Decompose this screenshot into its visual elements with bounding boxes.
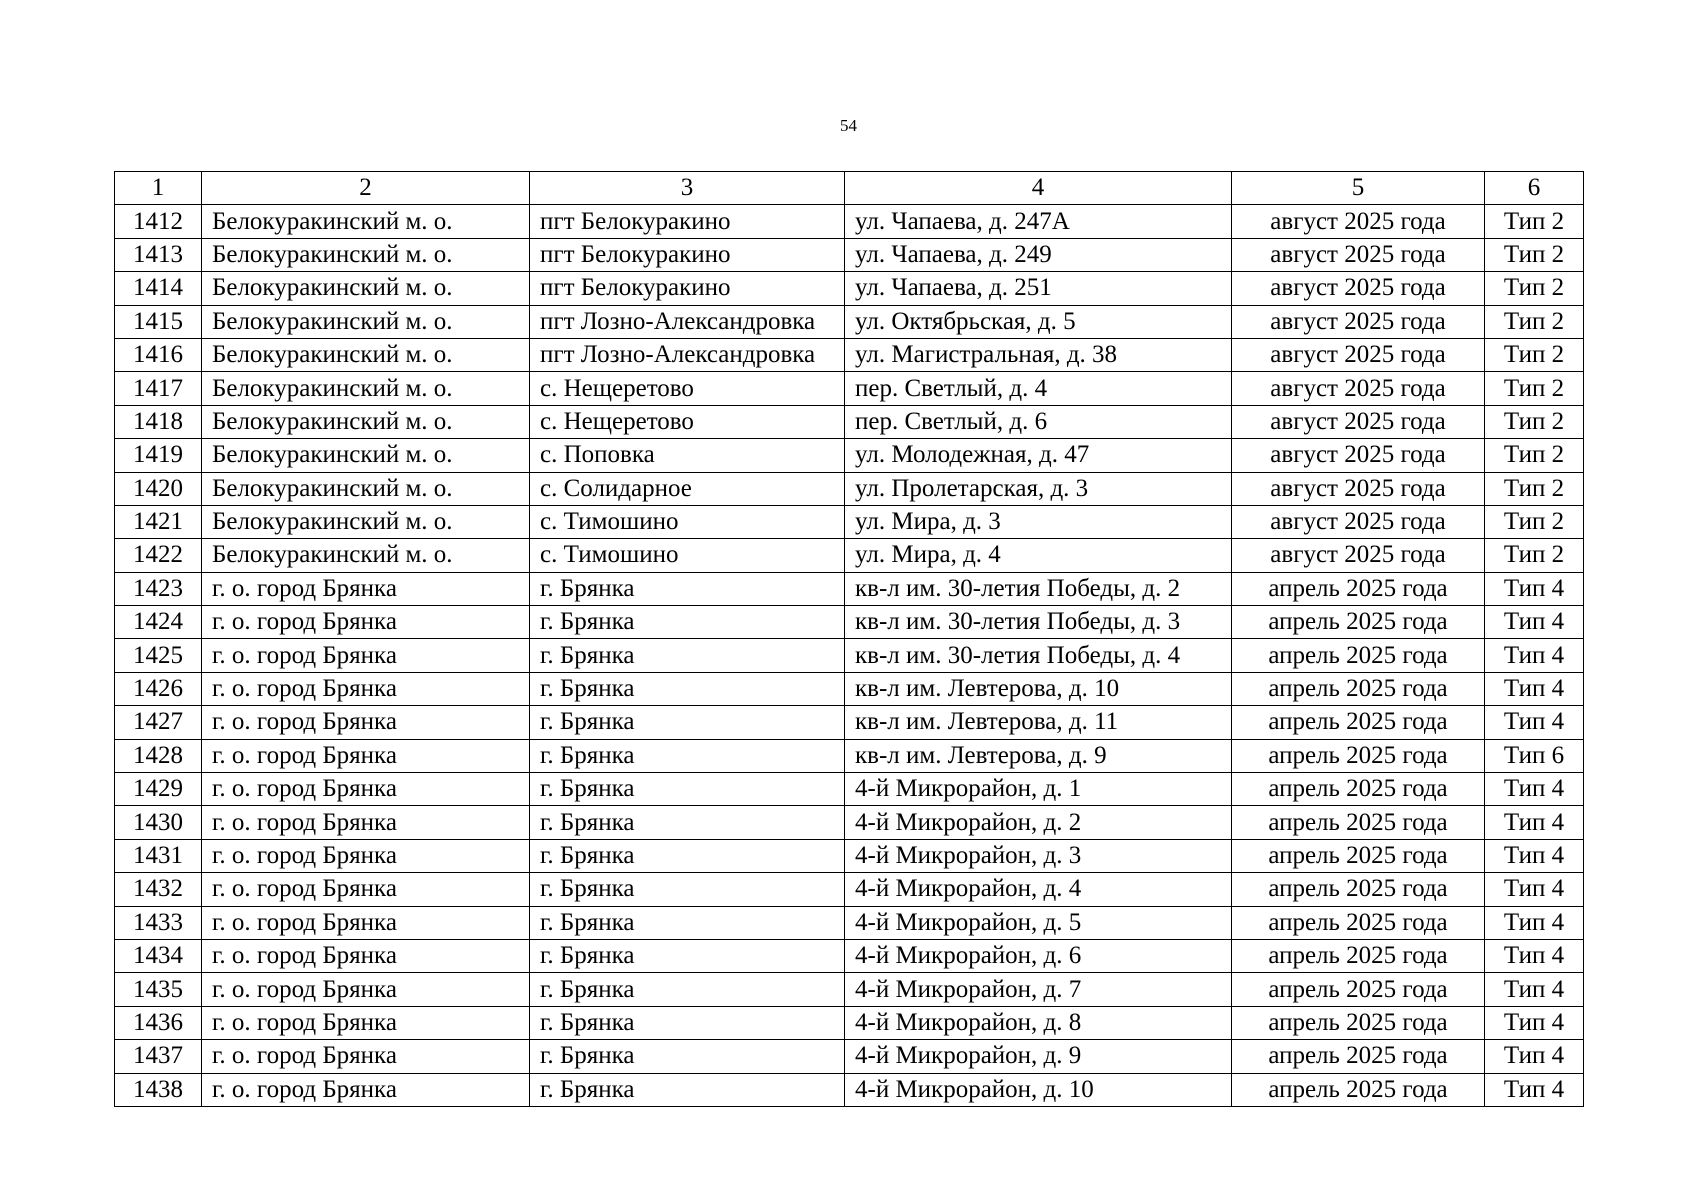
table-row <box>115 739 1584 772</box>
address-cell: 4-й Микрорайон, д. 6 <box>845 939 1232 972</box>
municipality-cell: Белокуракинский м. о. <box>202 305 530 338</box>
address-cell: кв-л им. 30-летия Победы, д. 2 <box>845 572 1232 605</box>
type-cell: Тип 4 <box>1485 639 1584 672</box>
settlement-cell: пгт Белокуракино <box>530 238 845 271</box>
deadline-cell: август 2025 года <box>1232 505 1485 538</box>
municipality-cell: г. о. город Брянка <box>202 572 530 605</box>
row-number: 1436 <box>115 1006 202 1039</box>
table-row <box>115 773 1584 806</box>
row-number: 1426 <box>115 672 202 705</box>
deadline-cell: апрель 2025 года <box>1232 1006 1485 1039</box>
settlement-cell: пгт Белокуракино <box>530 205 845 238</box>
row-number: 1418 <box>115 405 202 438</box>
address-cell: 4-й Микрорайон, д. 4 <box>845 873 1232 906</box>
deadline-cell: апрель 2025 года <box>1232 672 1485 705</box>
deadline-cell: апрель 2025 года <box>1232 839 1485 872</box>
address-cell: ул. Магистральная, д. 38 <box>845 338 1232 371</box>
municipality-cell: г. о. город Брянка <box>202 939 530 972</box>
row-number: 1432 <box>115 873 202 906</box>
row-number: 1435 <box>115 973 202 1006</box>
settlement-cell: с. Тимошино <box>530 539 845 572</box>
municipality-cell: г. о. город Брянка <box>202 773 530 806</box>
type-cell: Тип 4 <box>1485 973 1584 1006</box>
municipality-cell: г. о. город Брянка <box>202 1040 530 1073</box>
deadline-cell: август 2025 года <box>1232 372 1485 405</box>
type-cell: Тип 4 <box>1485 706 1584 739</box>
deadline-cell: апрель 2025 года <box>1232 939 1485 972</box>
municipality-cell: г. о. город Брянка <box>202 839 530 872</box>
settlement-cell: г. Брянка <box>530 839 845 872</box>
deadline-cell: апрель 2025 года <box>1232 639 1485 672</box>
address-cell: ул. Чапаева, д. 251 <box>845 272 1232 305</box>
table-row <box>115 606 1584 639</box>
settlement-cell: г. Брянка <box>530 1073 845 1106</box>
settlement-cell: г. Брянка <box>530 572 845 605</box>
address-cell: кв-л им. 30-летия Победы, д. 4 <box>845 639 1232 672</box>
address-cell: кв-л им. 30-летия Победы, д. 3 <box>845 606 1232 639</box>
settlement-cell: с. Нещеретово <box>530 372 845 405</box>
table-row <box>115 405 1584 438</box>
row-number: 1434 <box>115 939 202 972</box>
address-cell: кв-л им. Левтерова, д. 11 <box>845 706 1232 739</box>
table-row <box>115 906 1584 939</box>
table-row <box>115 1073 1584 1106</box>
row-number: 1428 <box>115 739 202 772</box>
deadline-cell: апрель 2025 года <box>1232 572 1485 605</box>
settlement-cell: г. Брянка <box>530 672 845 705</box>
table-row <box>115 639 1584 672</box>
type-cell: Тип 2 <box>1485 472 1584 505</box>
deadline-cell: август 2025 года <box>1232 405 1485 438</box>
address-cell: 4-й Микрорайон, д. 10 <box>845 1073 1232 1106</box>
municipality-cell: г. о. город Брянка <box>202 706 530 739</box>
column-header: 1 <box>115 172 202 205</box>
deadline-cell: август 2025 года <box>1232 205 1485 238</box>
settlement-cell: г. Брянка <box>530 973 845 1006</box>
settlement-cell: г. Брянка <box>530 806 845 839</box>
deadline-cell: август 2025 года <box>1232 539 1485 572</box>
deadline-cell: август 2025 года <box>1232 338 1485 371</box>
table-row <box>115 873 1584 906</box>
register-table <box>114 171 1584 1107</box>
row-number: 1419 <box>115 439 202 472</box>
deadline-cell: август 2025 года <box>1232 238 1485 271</box>
settlement-cell: г. Брянка <box>530 639 845 672</box>
address-cell: 4-й Микрорайон, д. 1 <box>845 773 1232 806</box>
type-cell: Тип 4 <box>1485 606 1584 639</box>
settlement-cell: г. Брянка <box>530 773 845 806</box>
address-cell: ул. Октябрьская, д. 5 <box>845 305 1232 338</box>
table-row <box>115 238 1584 271</box>
type-cell: Тип 4 <box>1485 806 1584 839</box>
table-header <box>115 172 1584 205</box>
column-header: 3 <box>530 172 845 205</box>
row-number: 1413 <box>115 238 202 271</box>
deadline-cell: апрель 2025 года <box>1232 973 1485 1006</box>
table-row <box>115 272 1584 305</box>
row-number: 1420 <box>115 472 202 505</box>
row-number: 1423 <box>115 572 202 605</box>
municipality-cell: Белокуракинский м. о. <box>202 272 530 305</box>
municipality-cell: г. о. город Брянка <box>202 806 530 839</box>
settlement-cell: г. Брянка <box>530 739 845 772</box>
table-row <box>115 205 1584 238</box>
municipality-cell: Белокуракинский м. о. <box>202 439 530 472</box>
municipality-cell: г. о. город Брянка <box>202 906 530 939</box>
municipality-cell: г. о. город Брянка <box>202 973 530 1006</box>
type-cell: Тип 2 <box>1485 539 1584 572</box>
row-number: 1422 <box>115 539 202 572</box>
type-cell: Тип 4 <box>1485 1040 1584 1073</box>
row-number: 1424 <box>115 606 202 639</box>
table-row <box>115 1040 1584 1073</box>
row-number: 1412 <box>115 205 202 238</box>
table-row <box>115 572 1584 605</box>
row-number: 1433 <box>115 906 202 939</box>
table-row <box>115 505 1584 538</box>
deadline-cell: август 2025 года <box>1232 305 1485 338</box>
table-row <box>115 305 1584 338</box>
municipality-cell: Белокуракинский м. о. <box>202 338 530 371</box>
address-cell: ул. Мира, д. 3 <box>845 505 1232 538</box>
municipality-cell: Белокуракинский м. о. <box>202 372 530 405</box>
row-number: 1421 <box>115 505 202 538</box>
address-cell: 4-й Микрорайон, д. 7 <box>845 973 1232 1006</box>
deadline-cell: апрель 2025 года <box>1232 873 1485 906</box>
type-cell: Тип 4 <box>1485 906 1584 939</box>
deadline-cell: август 2025 года <box>1232 472 1485 505</box>
type-cell: Тип 4 <box>1485 873 1584 906</box>
row-number: 1431 <box>115 839 202 872</box>
settlement-cell: пгт Лозно-Александровка <box>530 338 845 371</box>
deadline-cell: апрель 2025 года <box>1232 606 1485 639</box>
address-cell: ул. Чапаева, д. 247А <box>845 205 1232 238</box>
column-header: 4 <box>845 172 1232 205</box>
type-cell: Тип 6 <box>1485 739 1584 772</box>
municipality-cell: г. о. город Брянка <box>202 606 530 639</box>
settlement-cell: пгт Лозно-Александровка <box>530 305 845 338</box>
address-cell: ул. Пролетарская, д. 3 <box>845 472 1232 505</box>
type-cell: Тип 4 <box>1485 773 1584 806</box>
row-number: 1427 <box>115 706 202 739</box>
type-cell: Тип 2 <box>1485 439 1584 472</box>
type-cell: Тип 2 <box>1485 338 1584 371</box>
type-cell: Тип 4 <box>1485 839 1584 872</box>
deadline-cell: апрель 2025 года <box>1232 1073 1485 1106</box>
table-row <box>115 939 1584 972</box>
settlement-cell: г. Брянка <box>530 1006 845 1039</box>
type-cell: Тип 4 <box>1485 939 1584 972</box>
settlement-cell: г. Брянка <box>530 939 845 972</box>
address-cell: ул. Мира, д. 4 <box>845 539 1232 572</box>
table-row <box>115 472 1584 505</box>
address-cell: 4-й Микрорайон, д. 3 <box>845 839 1232 872</box>
municipality-cell: г. о. город Брянка <box>202 639 530 672</box>
column-header: 2 <box>202 172 530 205</box>
type-cell: Тип 2 <box>1485 272 1584 305</box>
deadline-cell: август 2025 года <box>1232 272 1485 305</box>
table-row <box>115 806 1584 839</box>
header-row <box>115 172 1584 205</box>
type-cell: Тип 2 <box>1485 305 1584 338</box>
address-cell: 4-й Микрорайон, д. 8 <box>845 1006 1232 1039</box>
municipality-cell: Белокуракинский м. о. <box>202 472 530 505</box>
row-number: 1416 <box>115 338 202 371</box>
type-cell: Тип 2 <box>1485 205 1584 238</box>
address-cell: ул. Молодежная, д. 47 <box>845 439 1232 472</box>
address-cell: 4-й Микрорайон, д. 2 <box>845 806 1232 839</box>
page-number: 54 <box>840 116 857 135</box>
municipality-cell: г. о. город Брянка <box>202 873 530 906</box>
table-row <box>115 973 1584 1006</box>
settlement-cell: г. Брянка <box>530 606 845 639</box>
table-row <box>115 839 1584 872</box>
column-header: 6 <box>1485 172 1584 205</box>
address-cell: пер. Светлый, д. 4 <box>845 372 1232 405</box>
row-number: 1415 <box>115 305 202 338</box>
type-cell: Тип 2 <box>1485 405 1584 438</box>
settlement-cell: с. Солидарное <box>530 472 845 505</box>
row-number: 1425 <box>115 639 202 672</box>
deadline-cell: апрель 2025 года <box>1232 739 1485 772</box>
municipality-cell: Белокуракинский м. о. <box>202 539 530 572</box>
row-number: 1429 <box>115 773 202 806</box>
deadline-cell: апрель 2025 года <box>1232 906 1485 939</box>
settlement-cell: г. Брянка <box>530 873 845 906</box>
type-cell: Тип 2 <box>1485 372 1584 405</box>
settlement-cell: с. Нещеретово <box>530 405 845 438</box>
deadline-cell: апрель 2025 года <box>1232 773 1485 806</box>
column-header: 5 <box>1232 172 1485 205</box>
table-row <box>115 372 1584 405</box>
address-cell: ул. Чапаева, д. 249 <box>845 238 1232 271</box>
municipality-cell: Белокуракинский м. о. <box>202 205 530 238</box>
municipality-cell: Белокуракинский м. о. <box>202 405 530 438</box>
table-body <box>115 205 1584 1107</box>
row-number: 1430 <box>115 806 202 839</box>
municipality-cell: г. о. город Брянка <box>202 1073 530 1106</box>
deadline-cell: апрель 2025 года <box>1232 706 1485 739</box>
type-cell: Тип 4 <box>1485 672 1584 705</box>
settlement-cell: г. Брянка <box>530 706 845 739</box>
municipality-cell: Белокуракинский м. о. <box>202 505 530 538</box>
table-row <box>115 1006 1584 1039</box>
settlement-cell: г. Брянка <box>530 906 845 939</box>
address-cell: кв-л им. Левтерова, д. 10 <box>845 672 1232 705</box>
row-number: 1438 <box>115 1073 202 1106</box>
settlement-cell: с. Тимошино <box>530 505 845 538</box>
table-row <box>115 672 1584 705</box>
deadline-cell: апрель 2025 года <box>1232 1040 1485 1073</box>
row-number: 1414 <box>115 272 202 305</box>
address-cell: 4-й Микрорайон, д. 5 <box>845 906 1232 939</box>
address-cell: кв-л им. Левтерова, д. 9 <box>845 739 1232 772</box>
municipality-cell: г. о. город Брянка <box>202 739 530 772</box>
settlement-cell: с. Поповка <box>530 439 845 472</box>
row-number: 1437 <box>115 1040 202 1073</box>
table-row <box>115 439 1584 472</box>
row-number: 1417 <box>115 372 202 405</box>
settlement-cell: пгт Белокуракино <box>530 272 845 305</box>
table-row <box>115 338 1584 371</box>
deadline-cell: апрель 2025 года <box>1232 806 1485 839</box>
municipality-cell: Белокуракинский м. о. <box>202 238 530 271</box>
deadline-cell: август 2025 года <box>1232 439 1485 472</box>
settlement-cell: г. Брянка <box>530 1040 845 1073</box>
table-row <box>115 706 1584 739</box>
type-cell: Тип 4 <box>1485 1073 1584 1106</box>
type-cell: Тип 4 <box>1485 572 1584 605</box>
municipality-cell: г. о. город Брянка <box>202 672 530 705</box>
type-cell: Тип 2 <box>1485 505 1584 538</box>
address-cell: пер. Светлый, д. 6 <box>845 405 1232 438</box>
type-cell: Тип 4 <box>1485 1006 1584 1039</box>
municipality-cell: г. о. город Брянка <box>202 1006 530 1039</box>
address-cell: 4-й Микрорайон, д. 9 <box>845 1040 1232 1073</box>
table-row <box>115 539 1584 572</box>
type-cell: Тип 2 <box>1485 238 1584 271</box>
